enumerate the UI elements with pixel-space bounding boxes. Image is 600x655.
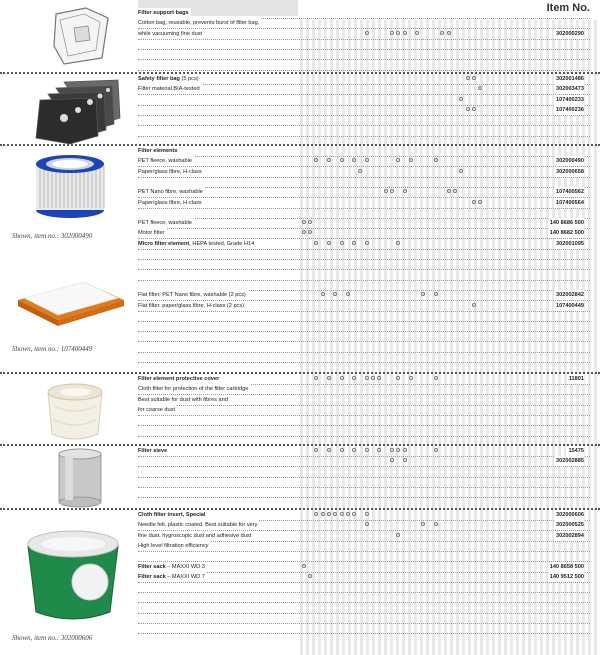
row-label: Cotton bag, reusable, prevents burst of filter bag, [138,20,260,27]
compatibility-marker [478,200,482,204]
row-label: Filter element protective cover [138,376,220,382]
row-label: fine dust, hygroscopic dust and adhesive dust [138,532,252,539]
support-bag-product-image [46,6,116,71]
compatibility-marker [409,376,413,380]
compatibility-marker [390,189,394,193]
compatibility-marker [390,31,394,35]
item-number: 107400564 [556,199,584,206]
row-label: Filter support bags [138,10,189,16]
compatibility-marker [396,31,400,35]
compatibility-marker [365,448,369,452]
item-number: 302003473 [556,86,584,93]
image-caption: Shown, item no.: 302000606 [12,634,93,642]
compatibility-marker [365,31,369,35]
row-label: Flat filter, paper/glass fibre, H-class (2 pcs) [138,302,245,309]
compatibility-marker [409,158,413,162]
compatibility-marker [371,376,375,380]
item-number: 140 8686 500 [549,220,584,227]
compatibility-marker [333,512,337,516]
row-label: while vacuuming fine dust [138,30,203,37]
compatibility-marker [466,76,470,80]
compatibility-marker [302,564,306,568]
compatibility-marker [421,522,425,526]
compatibility-marker [314,376,318,380]
compatibility-marker [333,292,337,296]
compatibility-marker [352,512,356,516]
compatibility-marker [352,158,356,162]
compatibility-marker [472,303,476,307]
item-number: 140 8658 500 [549,563,584,570]
compatibility-marker [384,189,388,193]
compatibility-marker [308,574,312,578]
compatibility-marker [466,107,470,111]
row-label: Flat filter, PET Nano fibre, washable (2 pcs) [138,292,246,299]
row-label: Motor filter [138,230,165,237]
compatibility-marker [365,376,369,380]
table-row [138,352,590,363]
item-number: 11801 [568,376,584,382]
row-label: PET fleece, washable [138,220,193,227]
item-number: 302002842 [556,292,584,299]
compatibility-marker [346,512,350,516]
compatibility-marker [377,376,381,380]
item-number: 107400449 [556,302,584,309]
compatibility-marker [346,292,350,296]
cover-product-image [40,376,110,451]
compatibility-marker [459,97,463,101]
sack-product-image [18,516,128,631]
image-caption: Shown, item no.: 302000490 [12,232,93,240]
compatibility-marker [459,169,463,173]
item-number: 107400562 [556,189,584,196]
item-no-header: Item No. [546,2,590,14]
compatibility-marker [440,31,444,35]
compatibility-marker [327,241,331,245]
item-number: 140 9512 500 [549,573,584,580]
compatibility-marker [308,220,312,224]
compatibility-marker [321,512,325,516]
compatibility-marker [302,220,306,224]
row-label: Paper/glass fibre, H-class [138,168,202,175]
compatibility-marker [453,189,457,193]
row-label: Paper/glass fibre, H-class [138,199,202,206]
row-label: Safety filter bag (5 pcs) [138,76,199,82]
compatibility-marker [365,512,369,516]
item-number: 302001095 [556,240,584,247]
compatibility-marker [472,200,476,204]
item-number: 302000658 [556,168,584,175]
row-label: Best suitable for dust with fibres and [138,396,228,403]
compatibility-marker [421,292,425,296]
compatibility-marker [327,512,331,516]
row-label: Filter elements [138,148,178,154]
compatibility-marker [396,533,400,537]
compatibility-marker [352,376,356,380]
item-number: 15475 [568,448,584,454]
compatibility-marker [340,241,344,245]
row-label: for coarse dust [138,406,175,413]
compatibility-marker [472,76,476,80]
compatibility-marker [390,448,394,452]
item-number: 302000490 [556,158,584,165]
table-row [138,426,590,437]
row-label: Micro filter element, HEPA tested, Grade H14 [138,240,255,247]
table-row [138,623,590,634]
compatibility-marker [327,158,331,162]
item-number: 302000525 [556,522,584,529]
sieve-product-image [55,448,105,513]
compatibility-marker [302,230,306,234]
table-row [138,126,590,137]
compatibility-marker [314,448,318,452]
compatibility-marker [447,31,451,35]
compatibility-marker [434,158,438,162]
item-number: 302000606 [556,512,584,518]
row-label: Filter sack – MAXXI WD 7 [138,573,205,580]
compatibility-marker [314,241,318,245]
compatibility-marker [396,448,400,452]
compatibility-marker [472,107,476,111]
compatibility-marker [314,512,318,516]
row-label: Cloth filter for protection of the filter cartridge [138,386,249,393]
compatibility-marker [403,448,407,452]
row-label: Filter sieve [138,448,168,454]
compatibility-marker [365,241,369,245]
compatibility-marker [340,512,344,516]
item-number: 302002894 [556,532,584,539]
item-number: 302002885 [556,458,584,465]
cartridge-product-image [30,150,110,225]
row-label: High level filtration efficiency [138,542,209,549]
compatibility-marker [390,458,394,462]
item-number: 107400233 [556,96,584,103]
compatibility-marker [327,448,331,452]
compatibility-marker [340,448,344,452]
compatibility-marker [352,448,356,452]
item-number: 140 8682 500 [549,230,584,237]
compatibility-marker [403,458,407,462]
compatibility-marker [377,448,381,452]
row-label: PET fleece, washable [138,158,193,165]
item-number: 107400236 [556,106,584,113]
row-label: Cloth filter insert, Special [138,512,206,518]
compatibility-marker [447,189,451,193]
flat-product-image [12,278,127,333]
compatibility-marker [396,158,400,162]
compatibility-marker [434,292,438,296]
image-caption: Shown, item no.: 107400449 [12,345,93,353]
compatibility-marker [396,241,400,245]
table-row [138,487,590,498]
compatibility-marker [340,376,344,380]
row-label: Needle felt, plastic coated. Best suitable for very [138,522,258,529]
compatibility-marker [434,448,438,452]
compatibility-marker [365,158,369,162]
compatibility-marker [434,376,438,380]
row-label: Filter material BIA-tested [138,86,200,93]
compatibility-marker [415,31,419,35]
compatibility-marker [308,230,312,234]
compatibility-marker [434,522,438,526]
compatibility-marker [396,376,400,380]
compatibility-marker [352,241,356,245]
compatibility-marker [314,158,318,162]
compatibility-marker [321,292,325,296]
item-number: 302000290 [556,30,584,37]
table-row [138,60,590,71]
compatibility-marker [327,376,331,380]
compatibility-marker [340,158,344,162]
compatibility-marker [403,189,407,193]
compatibility-marker [365,522,369,526]
compatibility-marker [403,31,407,35]
compatibility-marker [478,86,482,90]
bags-product-image [34,78,124,153]
item-number: 302001486 [556,76,584,82]
row-label: Filter sack – MAXXI WD 3 [138,563,205,570]
compatibility-marker [358,169,362,173]
row-label: PET Nano fibre, washable [138,189,203,196]
